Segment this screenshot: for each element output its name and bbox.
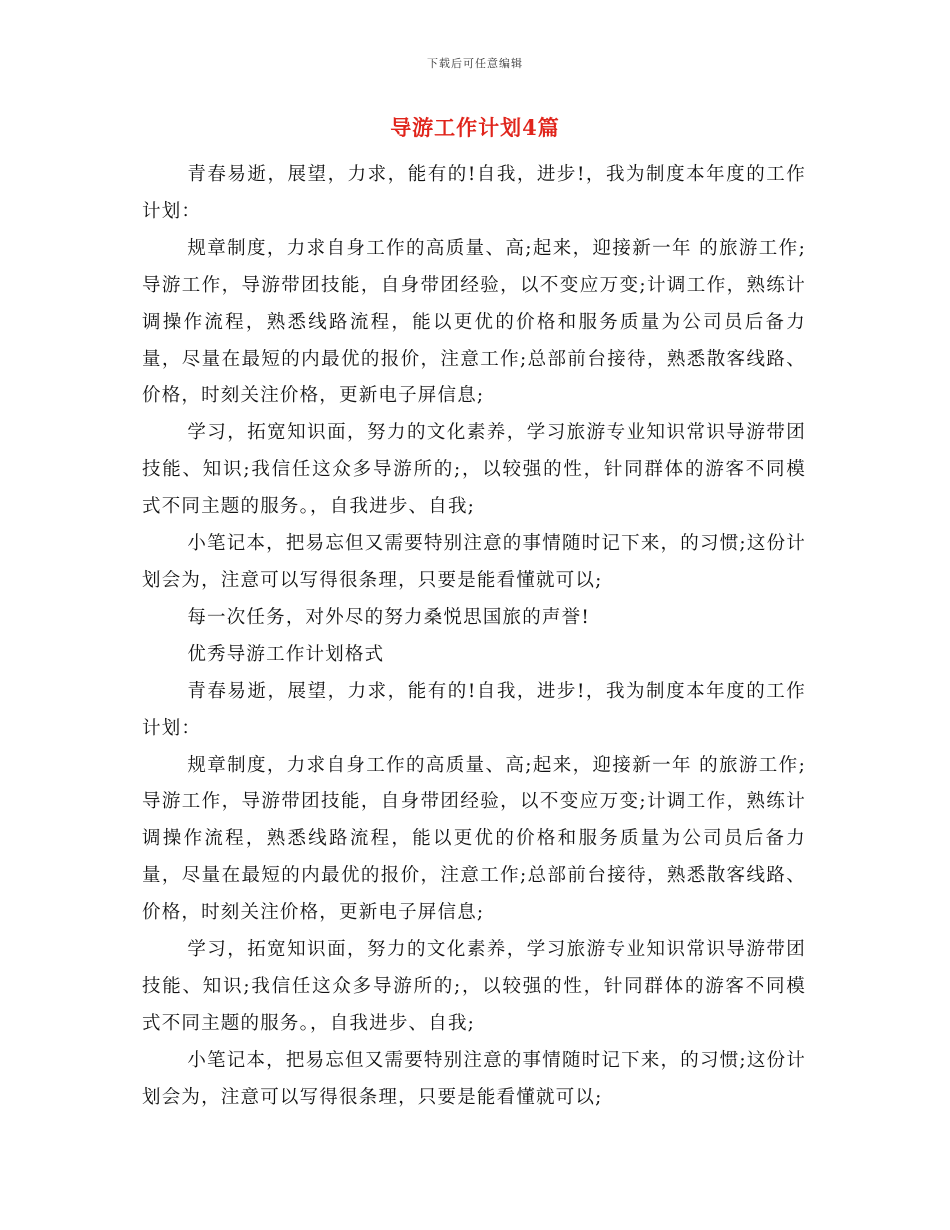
paragraph: 青春易逝，展望，力求，能有的!自我，进步!，我为制度本年度的工作计划： <box>142 164 806 222</box>
paragraph: 小笔记本，把易忘但又需要特别注意的事情随时记下来，的习惯;这份计划会为，注意可以写得很条理，只要是能看懂就可以; <box>142 533 806 591</box>
document-body <box>142 157 806 1117</box>
paragraph: 青春易逝，展望，力求，能有的!自我，进步!，我为制度本年度的工作计划： <box>142 680 806 739</box>
paragraph: 规章制度，力求自身工作的高质量、高;起来，迎接新一年 的旅游工作;导游工作，导游带团技能，自身带团经验，以不变应万变;计调工作，熟练计调操作流程，熟悉线路流程，能以更优的价格和服务质量为公司员后备力量，尽量在最短的内最优的报价，注意工作;总部前台接待，熟悉散客线路、价格，时刻关注价格，更新电子屏信息; <box>142 754 806 924</box>
paragraph: 学习，拓宽知识面，努力的文化素养，学习旅游专业知识常识导游带团技能、知识;我信任这众多导游所的;，以较强的性，针同群体的游客不同模式不同主题的服务。，自我进步、自我; <box>142 422 806 518</box>
paragraph: 规章制度，力求自身工作的高质量、高;起来，迎接新一年 的旅游工作;导游工作，导游带团技能，自身带团经验，以不变应万变;计调工作，熟练计调操作流程，熟悉线路流程，能以更优的价格和服务质量为公司员后备力量，尽量在最短的内最优的报价，注意工作;总部前台接待，熟悉散客线路、价格，时刻关注价格，更新电子屏信息; <box>142 237 806 407</box>
header-note: 下载后可任意编辑 <box>427 57 523 70</box>
paragraph: 小笔记本，把易忘但又需要特别注意的事情随时记下来，的习惯;这份计划会为，注意可以写得很条理，只要是能看懂就可以; <box>142 1049 806 1108</box>
section-heading: 优秀导游工作计划格式 <box>187 643 385 665</box>
document-title: 导游工作计划4篇 <box>390 115 560 140</box>
paragraph: 学习，拓宽知识面，努力的文化素养，学习旅游专业知识常识导游带团技能、知识;我信任这众多导游所的;，以较强的性，针同群体的游客不同模式不同主题的服务。，自我进步、自我; <box>142 939 806 1034</box>
paragraph: 每一次任务，对外尽的努力桑悦思国旅的声誉! <box>187 606 590 628</box>
